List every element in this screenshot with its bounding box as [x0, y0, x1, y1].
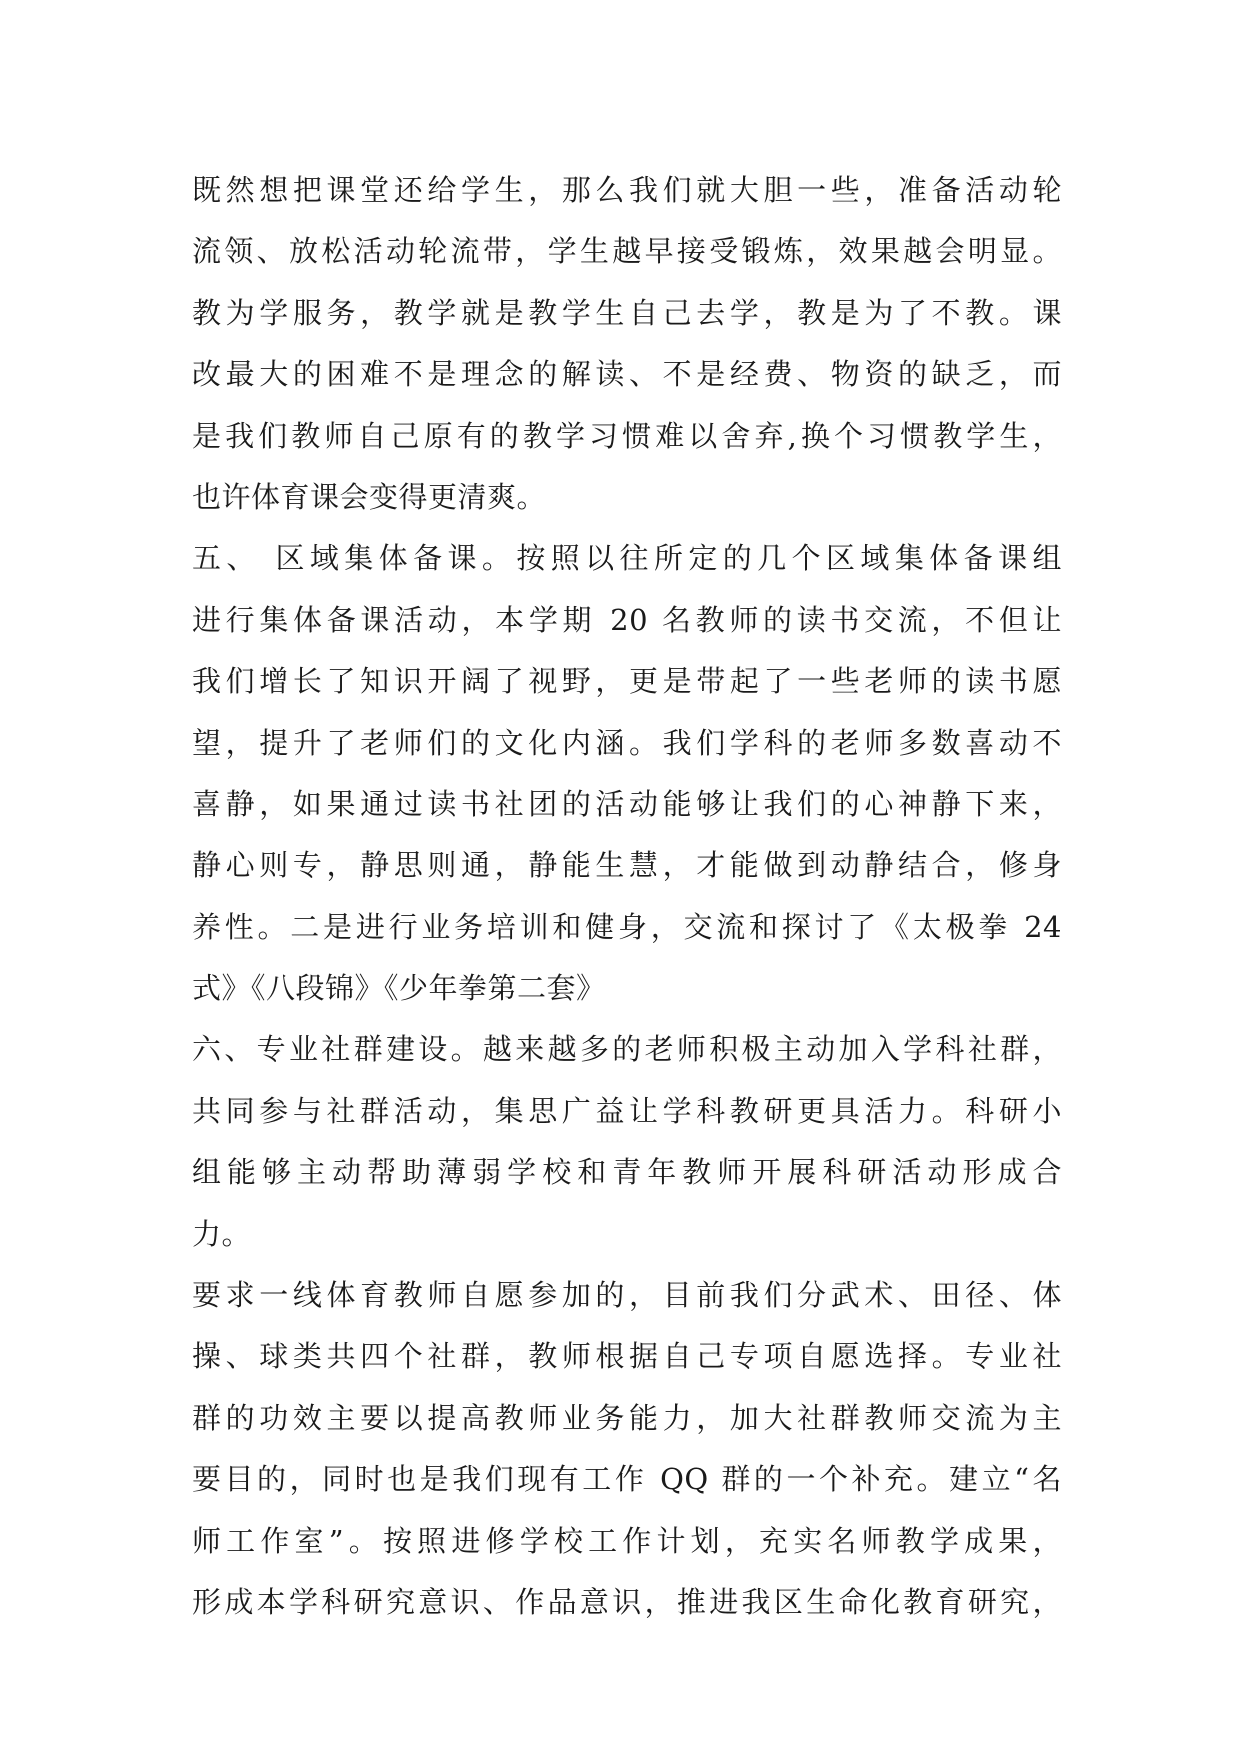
text-line: 既然想把课堂还给学生，那么我们就大胆一些，准备活动轮: [192, 173, 1062, 207]
document-body: [192, 160, 1062, 1633]
text-line: 五、 区域集体备课。按照以往所定的几个区域集体备课组: [192, 541, 1062, 576]
text-line: 组能够主动帮助薄弱学校和青年教师开展科研活动形成合: [192, 1155, 1062, 1190]
text-line: 也许体育课会变得更清爽。: [192, 479, 547, 514]
text-line: 静心则专，静思则通，静能生慧，才能做到动静结合，修身: [192, 848, 1062, 883]
text-line: 要求一线体育教师自愿参加的，目前我们分武术、田径、体: [192, 1278, 1062, 1313]
text-line: 要目的，同时也是我们现有工作 QQ 群的一个补充。建立“名: [192, 1462, 1062, 1497]
text-line: 形成本学科研究意识、作品意识，推进我区生命化教育研究，: [192, 1584, 1062, 1619]
text-line: 改最大的困难不是理念的解读、不是经费、物资的缺乏，而: [192, 357, 1062, 392]
text-line: 力。: [192, 1216, 252, 1251]
text-line: 六、专业社群建设。越来越多的老师积极主动加入学科社群，: [192, 1032, 1062, 1067]
text-line: 操、球类共四个社群，教师根据自己专项自愿选择。专业社: [192, 1339, 1062, 1374]
text-line: 流领、放松活动轮流带，学生越早接受锻炼，效果越会明显。: [192, 234, 1062, 269]
text-line: 喜静，如果通过读书社团的活动能够让我们的心神静下来，: [192, 786, 1062, 821]
text-line: 师工作室”。按照进修学校工作计划，充实名师教学成果，: [192, 1523, 1062, 1558]
text-line: 进行集体备课活动，本学期 20 名教师的读书交流，不但让: [192, 602, 1062, 637]
text-line: 望，提升了老师们的文化内涵。我们学科的老师多数喜动不: [192, 725, 1062, 760]
text-line: 养性。二是进行业务培训和健身，交流和探讨了《太极拳 24: [192, 909, 1062, 944]
text-line: 共同参与社群活动，集思广益让学科教研更具活力。科研小: [192, 1093, 1062, 1128]
text-line: 式》《八段锦》《少年拳第二套》: [192, 971, 606, 1006]
text-line: 群的功效主要以提高教师业务能力，加大社群教师交流为主: [192, 1400, 1062, 1435]
text-line: 是我们教师自己原有的教学习惯难以舍弃,换个习惯教学生，: [192, 418, 1062, 453]
text-line: 教为学服务，教学就是教学生自己去学，教是为了不教。课: [192, 295, 1062, 330]
text-line: 我们增长了知识开阔了视野，更是带起了一些老师的读书愿: [192, 664, 1062, 699]
